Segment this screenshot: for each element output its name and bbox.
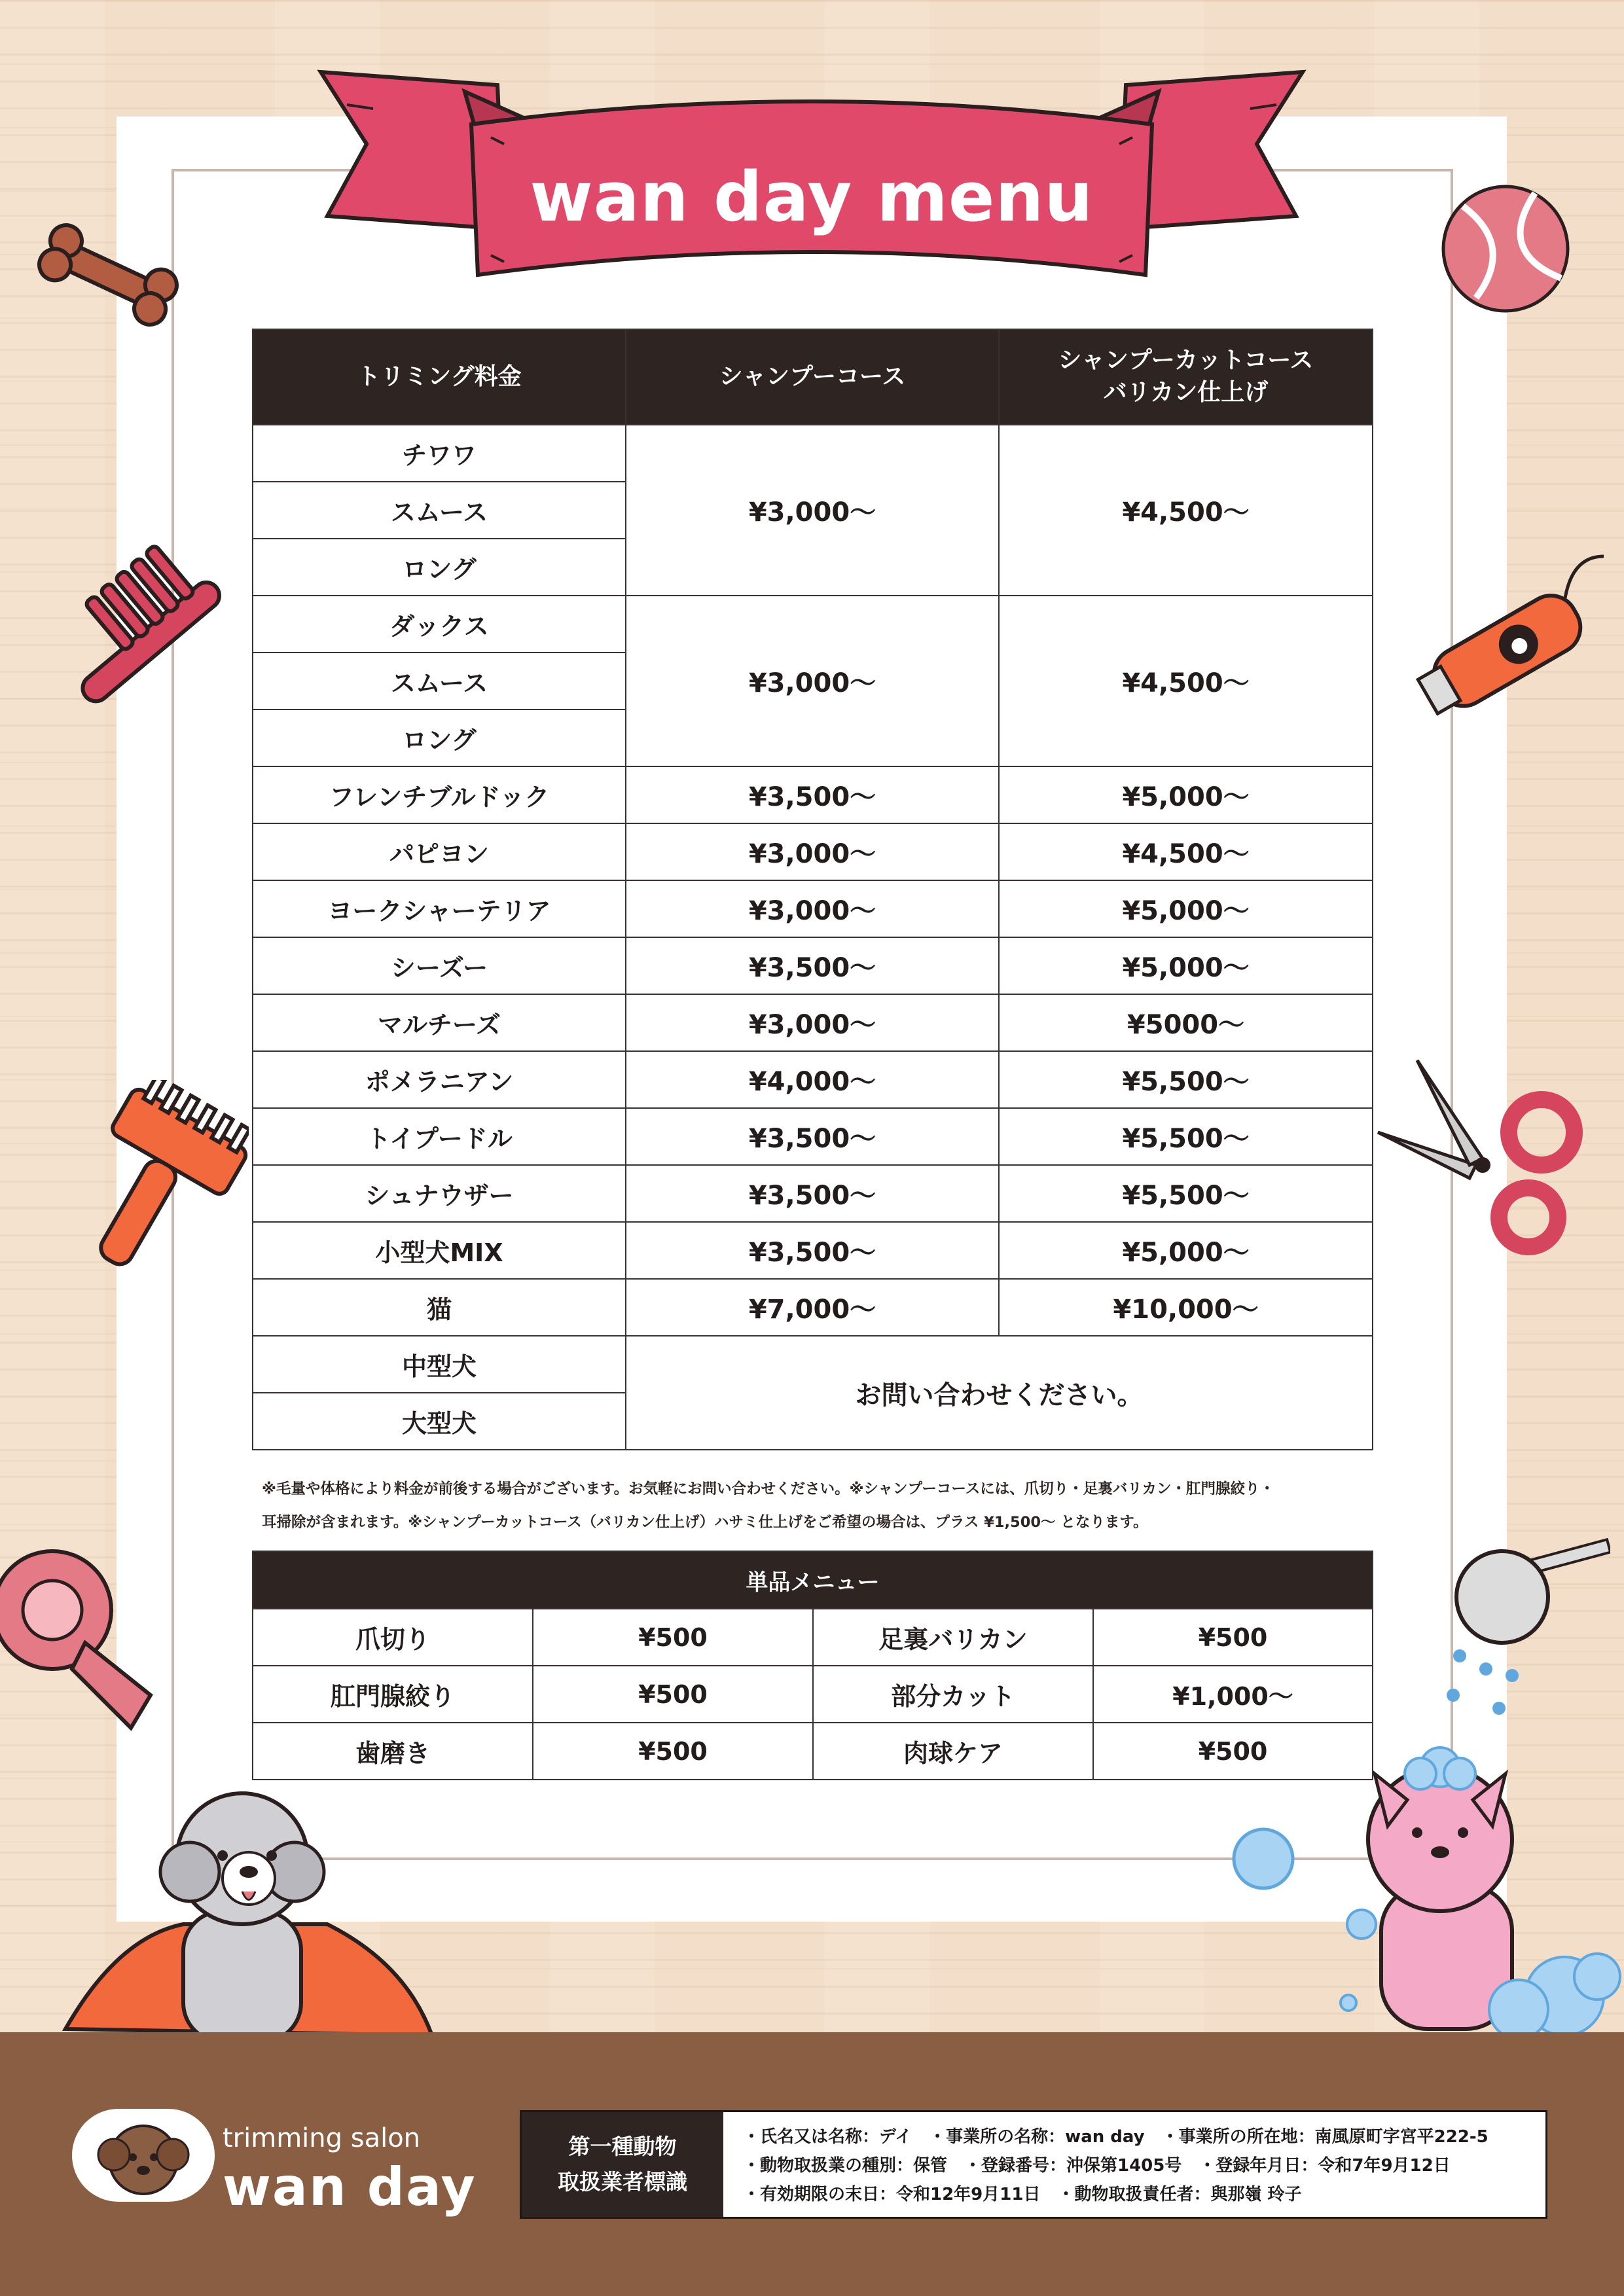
table-row — [253, 880, 1373, 937]
breed-cell: トイプードル — [253, 1108, 626, 1165]
cut-price-cell: ¥5,000〜 — [999, 766, 1373, 823]
table-row — [253, 994, 1373, 1051]
service-price-cell: ¥500 — [533, 1609, 813, 1666]
cut-price-cell: ¥4,500〜 — [999, 596, 1373, 766]
logo-name: wan day — [223, 2157, 477, 2217]
cut-price-cell: ¥5,000〜 — [999, 937, 1373, 994]
table-row — [253, 1666, 1373, 1723]
shower-icon — [1440, 1525, 1610, 1721]
service-price-cell: ¥500 — [1093, 1609, 1373, 1666]
shampoo-price-cell: ¥3,000〜 — [626, 596, 999, 766]
breed-cell: 中型犬 — [253, 1336, 626, 1393]
cut-price-cell: ¥5,500〜 — [999, 1051, 1373, 1108]
table-row — [253, 1108, 1373, 1165]
breed-cell: ポメラニアン — [253, 1051, 626, 1108]
table-row — [253, 425, 1373, 482]
note-line: ※毛量や体格により料金が前後する場合がございます。お気軽にお問い合わせください。※シャンプーコースには、爪切り・足裏バリカン・肛門腺絞り・ — [262, 1480, 1274, 1498]
shampoo-price-cell: ¥3,000〜 — [626, 425, 999, 596]
price-table — [252, 329, 1373, 1450]
table-row — [253, 596, 1373, 653]
table-row — [253, 1222, 1373, 1279]
breed-cell: マルチーズ — [253, 994, 626, 1051]
shampoo-price-cell: ¥3,500〜 — [626, 1165, 999, 1222]
table-row — [253, 937, 1373, 994]
cut-price-cell: ¥10,000〜 — [999, 1279, 1373, 1336]
registration-line: ・氏名又は名称：デイ ・事業所の名称：wan day ・事業所の所在地：南風原町字宮平222-5 — [743, 2127, 1489, 2147]
header-shampoo-cut-line1: シャンプーカットコース — [1058, 347, 1314, 374]
breed-cell: 小型犬MIX — [253, 1222, 626, 1279]
breed-cell: スムース — [253, 482, 626, 539]
shampoo-price-cell: ¥3,000〜 — [626, 823, 999, 880]
breed-cell: 大型犬 — [253, 1393, 626, 1450]
breed-cell: シュナウザー — [253, 1165, 626, 1222]
table-row — [253, 1279, 1373, 1336]
table-row — [253, 1723, 1373, 1780]
service-price-cell: ¥1,000〜 — [1093, 1666, 1373, 1723]
price-table-header — [253, 329, 1373, 425]
cut-price-cell: ¥5,000〜 — [999, 880, 1373, 937]
table-row — [253, 1609, 1373, 1666]
service-price-cell: ¥500 — [533, 1723, 813, 1780]
breed-cell: フレンチブルドック — [253, 766, 626, 823]
service-cell: 部分カット — [813, 1666, 1093, 1723]
header-shampoo-cut-line2: バリカン仕上げ — [1103, 379, 1269, 406]
clipper-icon — [1401, 543, 1617, 733]
shampoo-price-cell: ¥3,000〜 — [626, 994, 999, 1051]
breed-cell: ロング — [253, 539, 626, 596]
service-cell: 肉球ケア — [813, 1723, 1093, 1780]
registration-label — [522, 2112, 723, 2217]
breed-cell: ロング — [253, 709, 626, 766]
registration-box — [520, 2110, 1547, 2219]
table-row — [253, 1051, 1373, 1108]
breed-cell: チワワ — [253, 425, 626, 482]
poodle-with-towel-icon — [52, 1767, 445, 2055]
single-menu-header — [253, 1551, 1373, 1609]
service-price-cell: ¥500 — [533, 1666, 813, 1723]
registration-details — [743, 2123, 1489, 2209]
breed-cell: ダックス — [253, 596, 626, 653]
breed-cell: パピヨン — [253, 823, 626, 880]
shampoo-price-cell: ¥3,500〜 — [626, 937, 999, 994]
inquiry-cell: お問い合わせください。 — [626, 1336, 1373, 1450]
logo-badge — [72, 2109, 215, 2202]
page-title: wan day menu — [530, 157, 1094, 237]
cut-price-cell: ¥5,500〜 — [999, 1108, 1373, 1165]
cut-price-cell: ¥5,000〜 — [999, 1222, 1373, 1279]
breed-cell: シーズー — [253, 937, 626, 994]
bone-icon — [26, 216, 190, 334]
service-price-cell: ¥500 — [1093, 1723, 1373, 1780]
service-cell: 足裏バリカン — [813, 1609, 1093, 1666]
registration-line: ・有効期限の末日：令和12年9月11日 ・動物取扱責任者：與那嶺 玲子 — [743, 2185, 1302, 2204]
hair-dryer-icon — [0, 1538, 164, 1748]
shampoo-price-cell: ¥7,000〜 — [626, 1279, 999, 1336]
table-row — [253, 823, 1373, 880]
single-menu-title: 単品メニュー — [253, 1551, 1373, 1609]
table-row — [253, 1165, 1373, 1222]
service-cell: 歯磨き — [253, 1723, 533, 1780]
header-shampoo-cut-course — [999, 329, 1373, 425]
single-menu-table — [252, 1551, 1373, 1780]
header-trimming-fee: トリミング料金 — [253, 329, 626, 425]
shampoo-price-cell: ¥3,500〜 — [626, 766, 999, 823]
service-cell: 爪切り — [253, 1609, 533, 1666]
comb-icon — [36, 524, 232, 720]
shampoo-price-cell: ¥3,500〜 — [626, 1222, 999, 1279]
brush-icon — [52, 1080, 249, 1289]
shampoo-price-cell: ¥4,000〜 — [626, 1051, 999, 1108]
note-line: 耳掃除が含まれます。※シャンプーカットコース（バリカン仕上げ）ハサミ仕上げをご希望の場合は、プラス ¥1,500〜 となります。 — [262, 1514, 1148, 1531]
registration-label-line: 第一種動物 — [568, 2134, 677, 2159]
logo-subtitle: trimming salon — [223, 2123, 421, 2153]
service-cell: 肛門腺絞り — [253, 1666, 533, 1723]
breed-cell: スムース — [253, 653, 626, 709]
breed-cell: 猫 — [253, 1279, 626, 1336]
registration-label-line: 取扱業者標識 — [558, 2169, 687, 2195]
ball-icon — [1437, 180, 1574, 317]
cut-price-cell: ¥4,500〜 — [999, 823, 1373, 880]
price-notes — [262, 1473, 1375, 1539]
dog-face-logo-icon — [72, 2109, 215, 2202]
breed-cell: ヨークシャーテリア — [253, 880, 626, 937]
table-row — [253, 766, 1373, 823]
header-shampoo-course: シャンプーコース — [626, 329, 999, 425]
bubble-icon — [1231, 1826, 1296, 1892]
scissors-icon — [1365, 1054, 1594, 1263]
registration-line: ・動物取扱業の種別：保管 ・登録番号：沖保第1405号 ・登録年月日：令和7年9月12日 — [743, 2156, 1451, 2176]
cut-price-cell: ¥4,500〜 — [999, 425, 1373, 596]
cut-price-cell: ¥5000〜 — [999, 994, 1373, 1051]
shampoo-price-cell: ¥3,500〜 — [626, 1108, 999, 1165]
shampoo-price-cell: ¥3,000〜 — [626, 880, 999, 937]
table-row — [253, 1336, 1373, 1393]
cut-price-cell: ¥5,500〜 — [999, 1165, 1373, 1222]
